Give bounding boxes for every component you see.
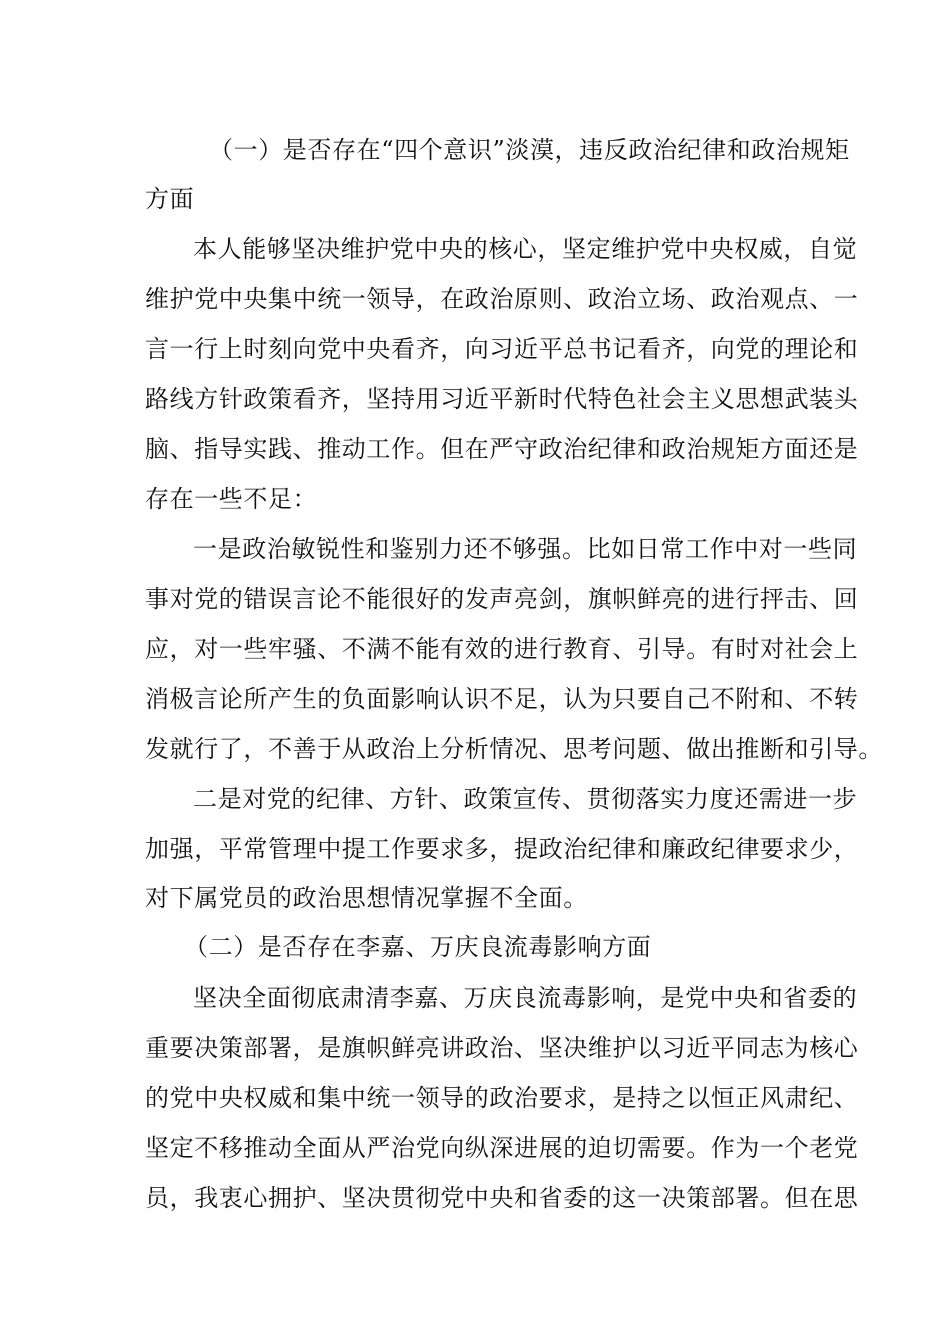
paragraph-line: 员，我衷心拥护、坚决贯彻党中央和省委的这一决策部署。但在思 <box>145 1184 859 1212</box>
paragraph-line: 路线方针政策看齐，坚持用习近平新时代特色社会主义思想武装头 <box>145 385 859 413</box>
paragraph-line: 坚决全面彻底肃清李嘉、万庆良流毒影响，是党中央和省委的 <box>193 984 858 1012</box>
paragraph-line: 存在一些不足： <box>145 485 318 513</box>
section-heading-1: （一）是否存在“四个意识”淡漠，违反政治纪律和政治规矩 <box>209 136 850 164</box>
paragraph-line: 发就行了，不善于从政治上分析情况、思考问题、做出推断和引导。 <box>145 735 883 763</box>
paragraph-line: 重要决策部署，是旗帜鲜亮讲政治、坚决维护以习近平同志为核心 <box>145 1034 859 1062</box>
paragraph-line: 二是对党的纪律、方针、政策宣传、贯彻落实力度还需进一步 <box>193 785 858 813</box>
paragraph-line: 脑、指导实践、推动工作。但在严守政治纪律和政治规矩方面还是 <box>145 435 859 463</box>
paragraph-line: 事对党的错误言论不能很好的发声亮剑，旗帜鲜亮的进行抨击、回 <box>145 585 859 613</box>
paragraph-line: 维护党中央集中统一领导，在政治原则、政治立场、政治观点、一 <box>145 285 859 313</box>
paragraph-line: 坚定不移推动全面从严治党向纵深进展的迫切需要。作为一个老党 <box>145 1134 859 1162</box>
paragraph-line: 本人能够坚决维护党中央的核心，坚定维护党中央权威，自觉 <box>193 235 858 263</box>
paragraph-line: 言一行上时刻向党中央看齐，向习近平总书记看齐，向党的理论和 <box>145 335 859 363</box>
section-heading-1-continued: 方面 <box>145 185 195 213</box>
paragraph-line: 的党中央权威和集中统一领导的政治要求，是持之以恒正风肃纪、 <box>145 1084 859 1112</box>
paragraph-line: 消极言论所产生的负面影响认识不足，认为只要自己不附和、不转 <box>145 685 859 713</box>
paragraph-line: 加强，平常管理中提工作要求多，提政治纪律和廉政纪律要求少， <box>145 835 859 863</box>
paragraph-line: 对下属党员的政治思想情况掌握不全面。 <box>145 884 588 912</box>
paragraph-line: 应，对一些牢骚、不满不能有效的进行教育、引导。有时对社会上 <box>145 635 859 663</box>
paragraph-line: 一是政治敏锐性和鉴别力还不够强。比如日常工作中对一些同 <box>193 535 858 563</box>
section-heading-2: （二）是否存在李嘉、万庆良流毒影响方面 <box>184 933 652 961</box>
